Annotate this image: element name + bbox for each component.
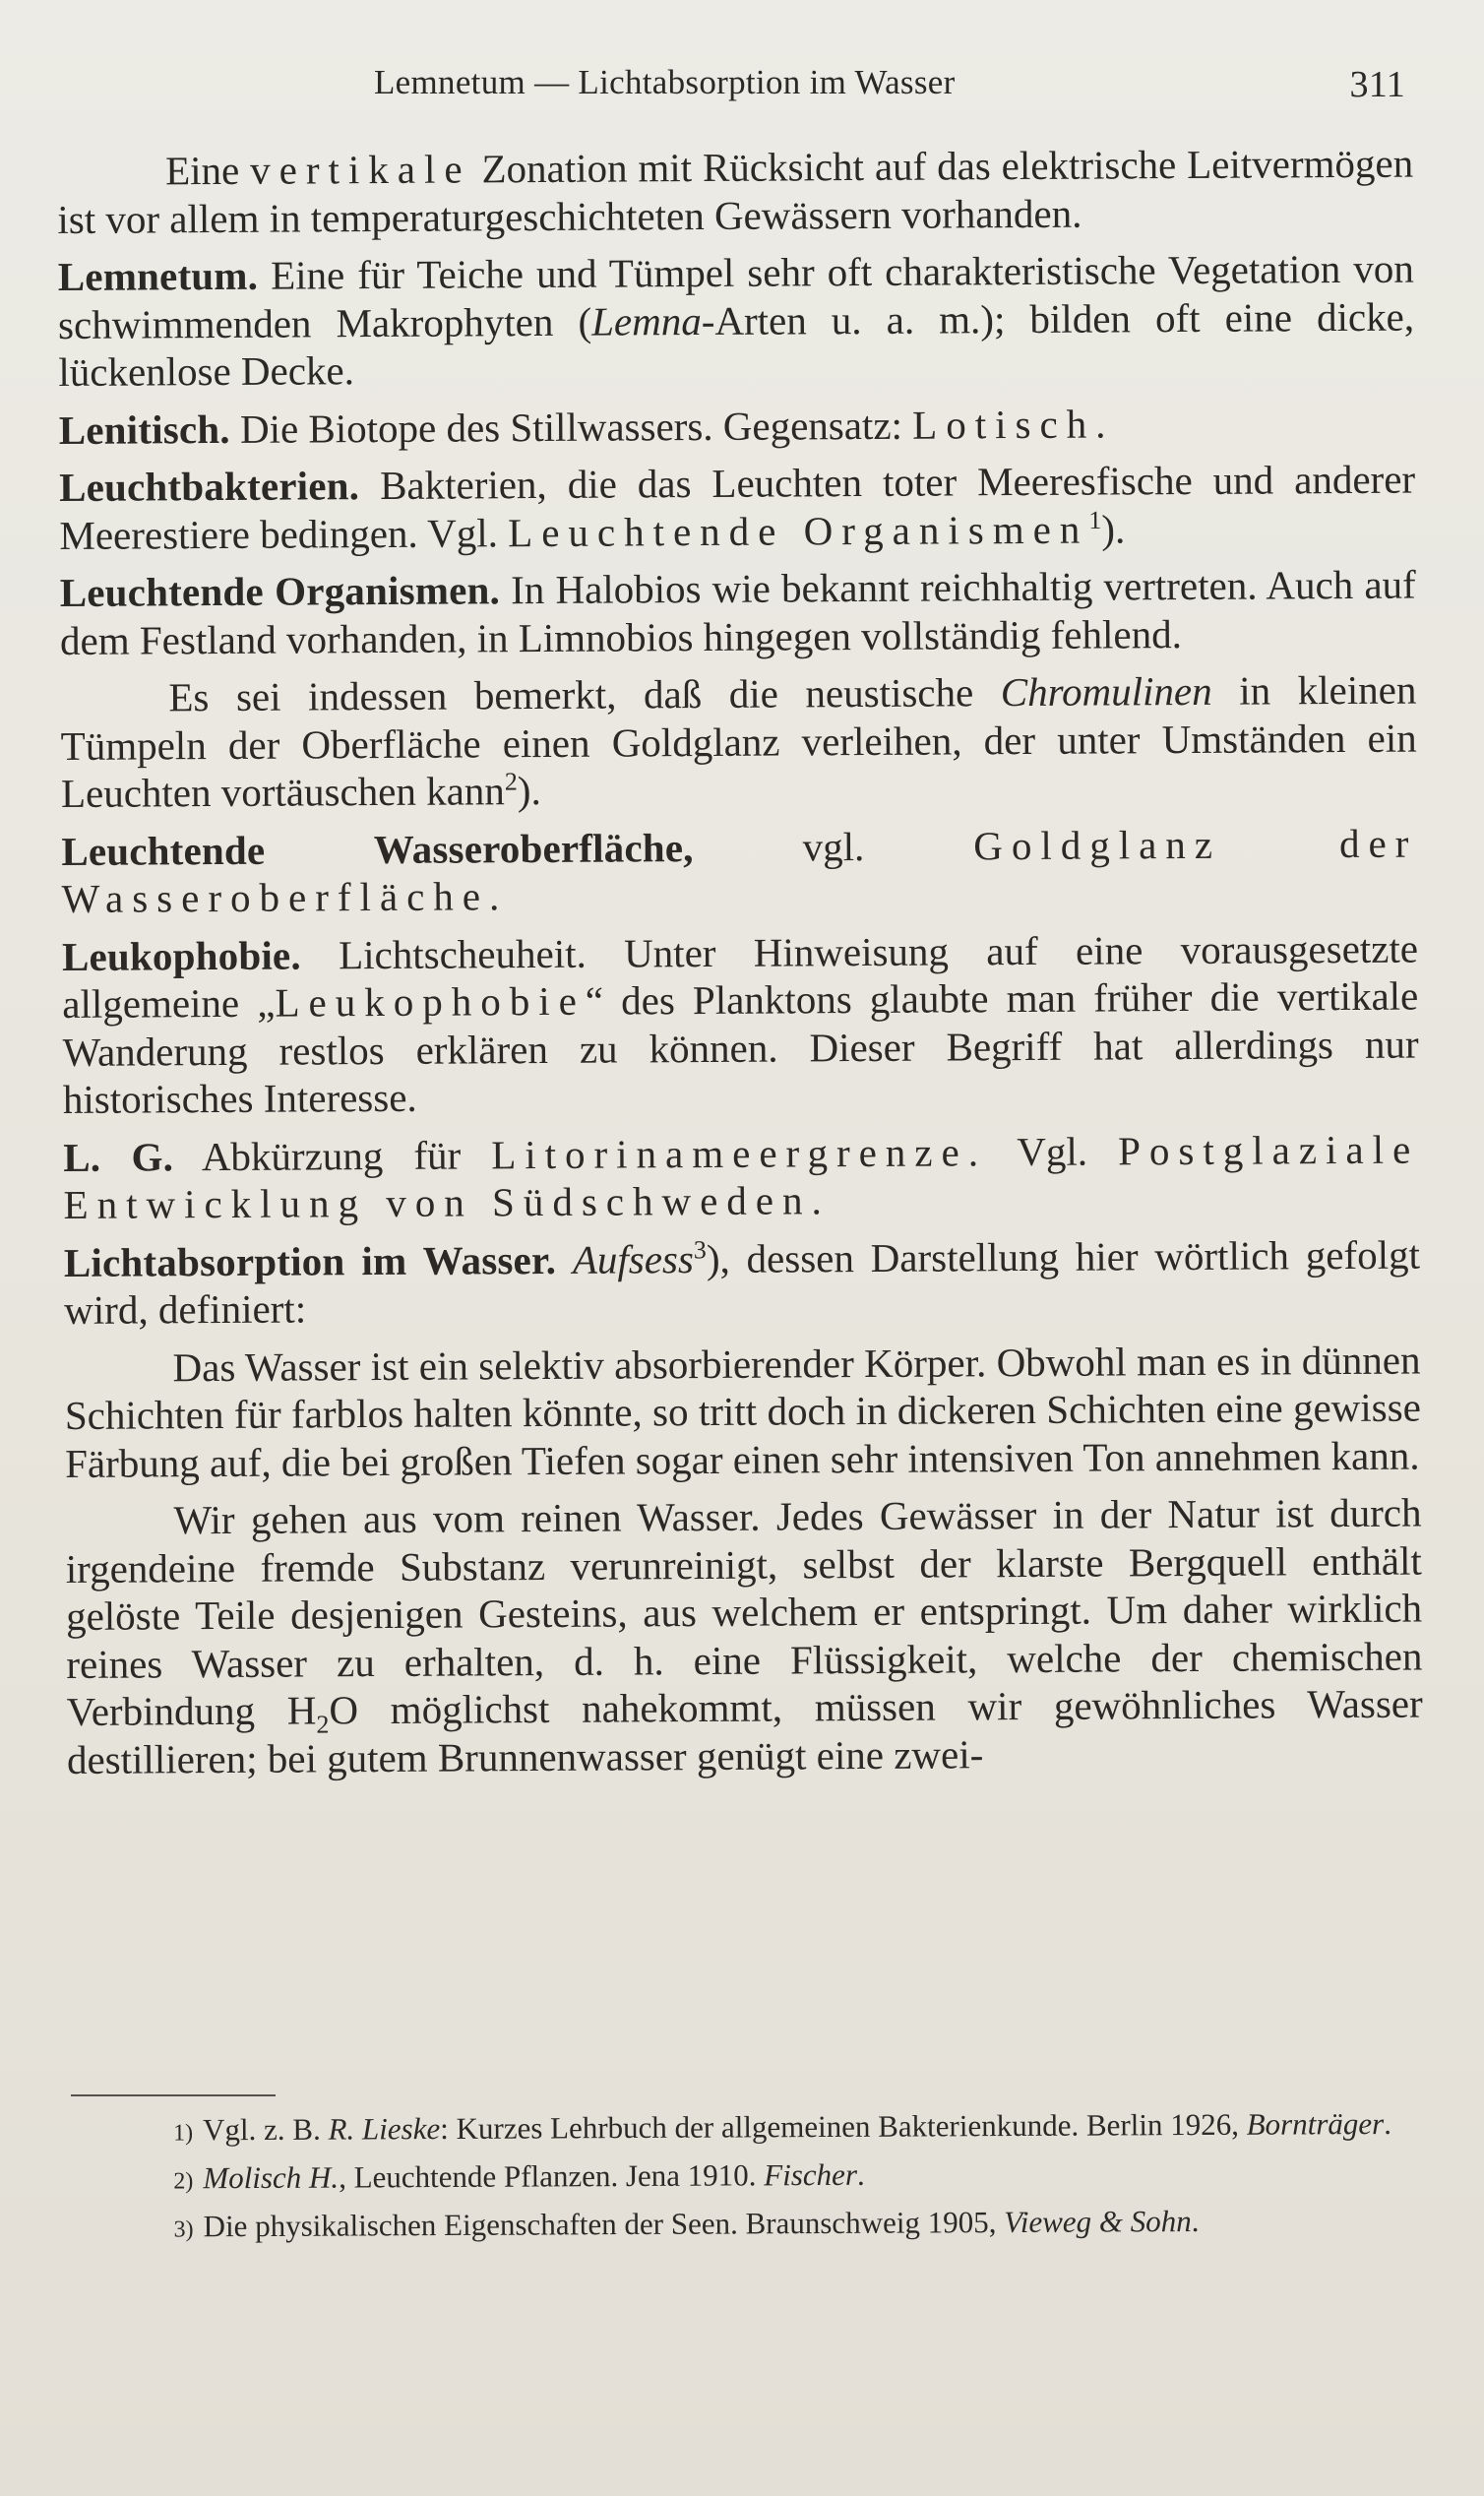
footnotes <box>71 2101 1428 2253</box>
spaced-term: Lotisch. <box>912 400 1115 448</box>
paragraph-wasser-selektiv: Das Wasser ist ein selektiv absorbierender Körper. Obwohl man es in dünnen Schichten für farblos halten könnte, so tritt doch in dickeren Schichten eine gewisse Färbung auf, die bei großen Tiefen sogar einen sehr intensiven Ton annehmen kann. <box>64 1337 1421 1486</box>
footnote-marker: 1) <box>173 2120 194 2147</box>
entry-leukophobie: Leukophobie. Lichtscheuheit. Unter Hinweisung auf eine vorausgesetzte allgemeine „Leukophobie“ des Planktons glaubte man früher die vertikale Wanderung restlos erklären zu können. Dieser Begriff hat allerdings nur historisches Interesse. <box>61 925 1419 1122</box>
footnote-marker: 2) <box>173 2168 194 2195</box>
footnote-divider <box>71 2094 276 2096</box>
footnote-ref: 3 <box>693 1234 707 1264</box>
footnote-ref: 2 <box>504 767 518 796</box>
footnote-2: 2) Molisch H., Leuchtende Pflanzen. Jena 1910. Fischer. <box>173 2156 865 2196</box>
footnote-3: 3) Die physikalischen Eigenschaften der Seen. Braunschweig 1905, Vieweg & Sohn. <box>173 2203 1200 2244</box>
paragraph-reines-wasser: Wir gehen aus vom reinen Wasser. Jedes Gewässer in der Natur ist durch irgendeine fremde Substanz verunreinigt, selbst der klarste Bergquell enthält gelöste Teile desjenigen Gesteins, aus welchem er entspringt. Um daher wirklich reines Wasser zu erhalten, d. h. eine Flüssigkeit, welche der chemischen Verbindung $H_2O$ möglichst nahekommt, müssen wir gewöhnliches Wasser destillieren; bei gutem Brunnenwasser genügt eine zwei- <box>65 1489 1423 1782</box>
footnote-ref: 1 <box>1088 505 1102 534</box>
paragraph-vertikale-zonation: Eine vertikale Zonation mit Rücksicht auf das elektrische Leitvermögen ist vor allem in temperaturgeschichteten Gewässern vorhanden. <box>57 140 1414 242</box>
footnote-marker: 3) <box>173 2216 194 2243</box>
lemma-heading: L. G. <box>63 1133 174 1180</box>
entry-leuchtende-organismen: Leuchtende Organismen. In Halobios wie bekannt reichhaltig vertreten. Auch auf dem Festland vorhanden, in Limnobios hingegen vollständig fehlend. <box>59 561 1416 663</box>
entry-lenitisch: Lenitisch. Die Biotope des Stillwassers. Gegensatz: Lotisch. <box>58 400 1115 453</box>
lemma-heading: Leuchtbakterien. <box>58 463 360 510</box>
lemma-heading: Lenitisch. <box>58 406 230 453</box>
lemma-heading: Leukophobie. <box>61 932 301 979</box>
subscript: 2 <box>316 1710 330 1739</box>
page-body <box>57 140 1423 1793</box>
footnote-1: 1) Vgl. z. B. R. Lieske: Kurzes Lehrbuch der allgemeinen Bakterienkunde. Berlin 1926, Bornträger. <box>173 2105 1392 2148</box>
spaced-term: Leukophobie <box>275 977 586 1026</box>
lemma-heading: Leuchtende Organismen. <box>59 567 501 615</box>
lemma-heading: Leuchtende Wasseroberfläche, <box>61 824 694 874</box>
lemma-heading: Lemnetum. <box>57 252 259 299</box>
running-title: Lemnetum — Lichtabsorption im Wasser <box>374 63 956 101</box>
page-header <box>59 63 1405 112</box>
page-number: 311 <box>1349 64 1405 105</box>
spaced-term: Goldglanz der Wasseroberfläche. <box>61 820 1418 921</box>
entry-lemnetum: Lemnetum. Eine für Teiche und Tümpel sehr oft charakteristische Vegetation von schwimmenden Makrophyten (Lemna-Arten u. a. m.); bilden oft eine dicke, lückenlose Decke. <box>57 245 1415 395</box>
spaced-term: Litorinameergrenze. <box>491 1128 988 1177</box>
spaced-term: Leuchtende Organismen <box>508 506 1089 555</box>
entry-lg: L. G. Abkürzung für Litorinameergrenze. Vgl. Postglaziale Entwicklung von Südschweden. <box>63 1126 1420 1227</box>
entry-leuchtende-wasseroberflaeche: Leuchtende Wasseroberfläche, vgl. Goldglanz der Wasseroberfläche. <box>61 820 1418 921</box>
entry-lichtabsorption: Lichtabsorption im Wasser. Aufsess$^3$), dessen Darstellung hier wörtlich gefolgt wird, definiert: <box>63 1231 1421 1333</box>
spaced-term: Postglaziale Entwicklung von Südschweden. <box>63 1126 1420 1227</box>
paragraph-chromulinen: Es sei indessen bemerkt, daß die neustische Chromulinen in kleinen Tümpeln der Oberfläche einen Goldglanz verleihen, der unter Umständen ein Leuchten vortäuschen kann$^2$). <box>60 666 1417 816</box>
entry-leuchtbakterien: Leuchtbakterien. Bakterien, die das Leuchten toter Meeresfische und anderer Meerestiere bedingen. Vgl. Leuchtende Organismen$^1$). <box>58 456 1416 558</box>
lemma-heading: Lichtabsorption im Wasser. <box>63 1236 557 1285</box>
spaced-term: vertikale <box>250 146 471 193</box>
